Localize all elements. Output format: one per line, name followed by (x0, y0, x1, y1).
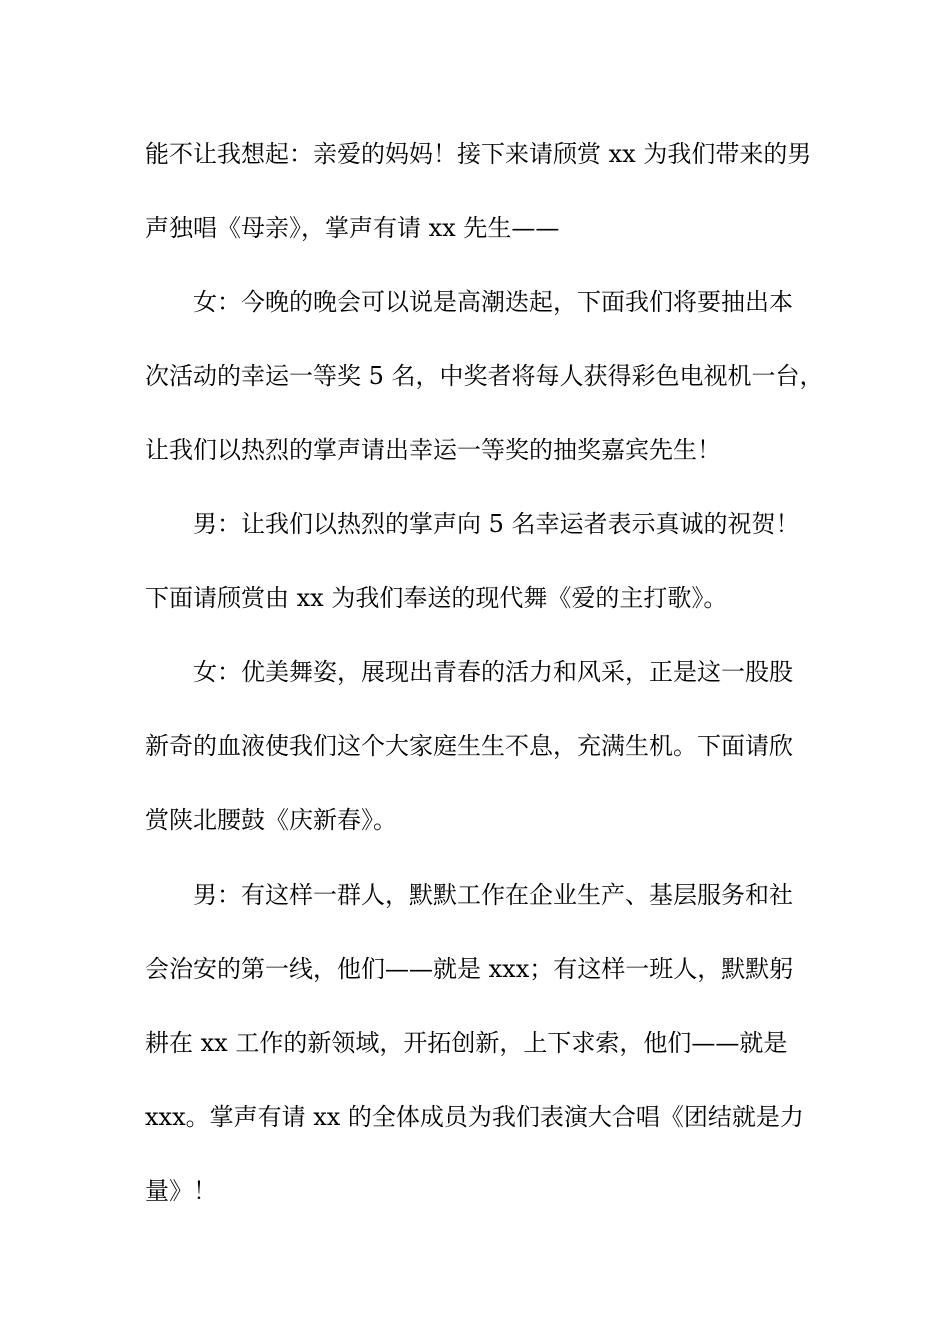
paragraph-start-line: 男：有这样一群人，默默工作在企业生产、基层服务和社 (193, 881, 793, 909)
text-line: 声独唱《母亲》，掌声有请 xx 先生—— (145, 214, 560, 242)
text-line: 能不让我想起：亲爱的妈妈！接下来请颀赏 xx 为我们带来的男 (145, 140, 812, 168)
text-line: 耕在 xx 工作的新领域，开拓创新，上下求索，他们——就是 (145, 1029, 788, 1057)
text-line: xxx。掌声有请 xx 的全体成员为我们表演大合唱《团结就是力 (145, 1103, 804, 1131)
paragraph-start-line: 女：今晚的晚会可以说是高潮迭起，下面我们将要抽出本 (193, 288, 793, 316)
text-line: 新奇的血液使我们这个大家庭生生不息，充满生机。下面请欣 (145, 732, 793, 760)
text-line: 次活动的幸运一等奖 5 名，中奖者将每人获得彩色电视机一台， (145, 362, 824, 390)
paragraph-start-line: 男：让我们以热烈的掌声向 5 名幸运者表示真诚的祝贺！ (193, 510, 800, 538)
paragraph-start-line: 女：优美舞姿，展现出青春的活力和风采，正是这一股股 (193, 658, 793, 686)
text-line: 会治安的第一线，他们——就是 xxx；有这样一班人，默默躬 (145, 955, 794, 983)
text-line: 让我们以热烈的掌声请出幸运一等奖的抽奖嘉宾先生！ (145, 436, 721, 464)
text-line: 下面请颀赏由 xx 为我们奉送的现代舞《爱的主打歌》。 (145, 584, 728, 612)
text-line: 量》！ (145, 1177, 217, 1205)
text-line: 赏陕北腰鼓《庆新春》。 (145, 806, 397, 834)
